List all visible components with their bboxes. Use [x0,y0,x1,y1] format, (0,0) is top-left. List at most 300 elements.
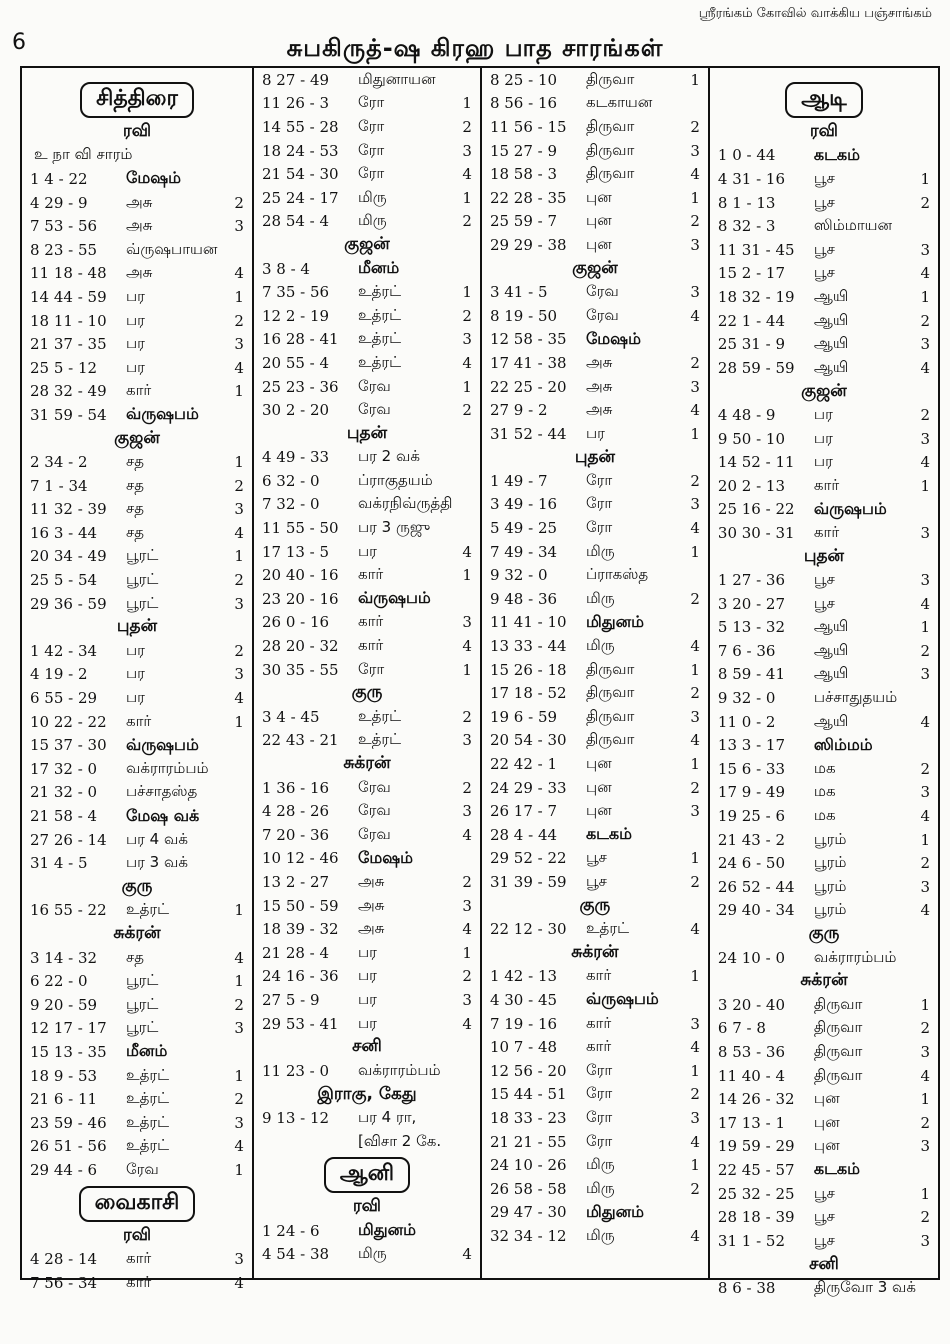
table-row [718,993,930,1017]
table-row [718,214,930,238]
row-pada: 1 [920,1090,930,1109]
row-pada: 3 [920,1042,930,1061]
row-pada: 4 [462,1245,472,1264]
row-name: உத்ரட் [357,305,402,324]
row-name: திருவா [585,69,635,88]
row-pada: 2 [690,353,700,372]
row-pada: 2 [690,212,700,231]
row-time: 10 12 - 46 [261,849,339,868]
row-time: 8 6 - 38 [717,1278,776,1297]
row-time: 30 35 - 55 [261,660,339,679]
row-time: 21 6 - 11 [30,1090,98,1109]
table-row [490,186,700,210]
row-time: 12 17 - 17 [30,1019,107,1038]
row-name: மிரு [585,1155,615,1174]
row-name: உத்ரட் [357,730,402,749]
row-pada: 3 [462,330,472,349]
table-row [718,144,930,168]
row-time: 32 34 - 12 [489,1226,567,1245]
row-time: 7 20 - 36 [261,825,330,844]
table-row [262,304,472,328]
row-name: வ்ருஷபம் [357,588,431,608]
row-time: 23 59 - 46 [30,1113,107,1132]
row-pada: 4 [234,523,244,542]
row-pada: 1 [690,70,700,89]
table-row [30,545,244,569]
table-row [30,380,244,404]
table-row [718,899,930,923]
row-name: மிரு [585,636,615,655]
row-pada: 4 [234,948,244,967]
planet-heading: ரவி [809,121,838,141]
row-name: ஆயி [813,617,849,636]
row-name: புன [585,187,612,206]
row-name: ஆயி [813,640,849,659]
table-row [262,351,472,375]
row-name: ஆயி [813,711,849,730]
row-pada: 2 [690,589,700,608]
row-time: 26 0 - 16 [261,613,330,632]
row-pada: 3 [690,141,700,160]
row-name: திருவோ 3 வக் [813,1277,916,1296]
row-name: வ்ருஷபம் [126,734,199,754]
row-time: 11 41 - 10 [489,613,567,632]
row-name: ரோ [585,1107,613,1126]
table-row [30,285,244,309]
row-time: 4 31 - 16 [717,169,785,188]
row-name: பூச [813,593,835,612]
row-name: திருவா [585,140,635,159]
table-row [30,498,244,522]
row-name: ரேவ [585,282,619,301]
row-name: மிரு [357,211,387,230]
table-row [30,191,244,215]
table-row [30,1111,244,1135]
row-time: 16 28 - 41 [261,330,339,349]
row-name: ரேவ [585,305,619,324]
row-name: மேஷம் [126,168,182,188]
row-pada: 2 [234,476,244,495]
row-pada: 1 [234,712,244,731]
row-time: 14 55 - 28 [261,117,339,136]
table-row [490,1153,700,1177]
row-time: 24 29 - 33 [489,778,567,797]
table-row [262,965,472,989]
row-name: ரேவ [126,1159,159,1178]
row-name: அசு [126,216,153,235]
row-name: கார் [357,636,384,655]
row-time: 7 53 - 56 [30,217,98,236]
row-time: 24 10 - 0 [717,948,785,967]
table-row [262,516,472,540]
row-time: 9 13 - 12 [261,1108,330,1127]
row-time: 8 53 - 36 [717,1042,785,1061]
table-row [718,521,930,545]
table-row [262,587,472,611]
table-row [30,474,244,498]
table-row [718,946,930,970]
row-pada: 1 [234,1160,244,1179]
table-row [490,823,700,847]
row-time: 15 26 - 18 [489,660,567,679]
row-time: 19 59 - 29 [717,1137,795,1156]
planet-heading: புதன் [574,446,616,467]
row-name: திருவா [585,659,635,678]
row-name: சத [126,522,145,541]
row-name: பர 3 ருஜு [357,518,431,537]
row-name: கார் [585,1013,612,1032]
row-time: 12 56 - 20 [489,1061,567,1080]
row-pada: 4 [690,731,700,750]
row-name: கார் [585,1037,612,1056]
planet-heading: ரவி [122,1224,152,1245]
row-name: அசு [585,376,613,395]
table-row [262,280,472,304]
row-time: 18 9 - 53 [30,1066,98,1085]
row-time: 26 51 - 56 [30,1137,107,1156]
row-time: 18 33 - 23 [489,1108,567,1127]
row-time: 15 6 - 33 [717,759,785,778]
row-time: 21 43 - 2 [717,830,785,849]
table-row [262,1106,472,1130]
row-time: 4 19 - 2 [30,665,88,684]
row-pada: 3 [234,1113,244,1132]
row-name: அசு [357,895,385,914]
row-time: 11 55 - 50 [261,519,339,538]
table-row [718,332,930,356]
row-time: 7 56 - 34 [30,1273,98,1292]
table-row [262,68,472,92]
row-time: 20 2 - 13 [717,476,785,495]
row-pada: 3 [690,283,700,302]
row-name: மிதுனம் [357,1220,416,1240]
row-name: வக்ராரம்பம் [126,758,209,777]
table-row [30,686,244,710]
table-row [262,1130,472,1154]
table-frame [20,66,940,1297]
table-row [718,804,930,828]
row-time: 28 20 - 32 [261,637,339,656]
row-name: ரோ [585,518,613,537]
row-name: வக்ரநிவ்ருத்தி [357,494,453,513]
row-time: 29 52 - 22 [489,849,567,868]
row-time: 28 18 - 39 [717,1208,795,1227]
row-time: 9 32 - 0 [717,689,776,708]
row-name: ரோ [585,494,613,513]
row-name: உத்ரட் [126,1089,170,1108]
row-time: 1 42 - 34 [30,641,98,660]
row-name: பூரட் [126,570,159,589]
row-time: 18 11 - 10 [30,311,107,330]
row-time: 19 25 - 6 [717,807,785,826]
row-name: ரோ [585,1131,613,1150]
row-pada: 3 [462,613,472,632]
row-time: 31 39 - 59 [489,872,567,891]
row-time: 5 13 - 32 [717,618,785,637]
row-time: 22 45 - 57 [717,1160,795,1179]
row-pada: 4 [920,807,930,826]
row-pada: 1 [462,660,472,679]
table-row [262,1012,472,1036]
row-name: பூச [813,239,835,258]
table-row [30,214,244,238]
row-name: சத [126,947,145,966]
row-time: 15 50 - 59 [261,896,339,915]
row-name: பூரம் [813,876,847,895]
month-box [30,68,244,120]
row-name: பர [357,942,377,961]
row-time: 15 2 - 17 [717,264,785,283]
row-pada: 3 [234,1250,244,1269]
row-name: ரேவ [357,801,391,820]
row-time: 27 26 - 14 [30,830,107,849]
row-name: திருவா [813,1018,863,1037]
table-row [490,233,700,257]
row-name: அசு [585,352,613,371]
row-time: 9 20 - 59 [30,995,98,1014]
table-row [490,1224,700,1248]
month-title: ஆடி [785,82,862,118]
planet-heading: சனி [809,1253,839,1274]
row-time: 8 59 - 41 [717,665,785,684]
row-time: 11 18 - 48 [30,264,107,283]
row-name: பர [357,966,377,985]
column-4 [708,68,938,1297]
row-time: 18 24 - 53 [261,141,339,160]
table-row [30,710,244,734]
row-pada: 2 [234,995,244,1014]
row-name: அசு [126,192,153,211]
table-row [718,639,930,663]
table-row [490,988,700,1012]
row-time: 15 13 - 35 [30,1042,107,1061]
row-time: 3 41 - 5 [489,283,548,302]
row-name: மேஷம் [357,847,413,867]
table-row [30,1017,244,1041]
row-pada: 4 [462,165,472,184]
table-row [490,92,700,116]
table-row [490,1177,700,1201]
table-row [262,540,472,564]
table-row [490,375,700,399]
row-name: ரோ [357,93,385,112]
row-pada: 1 [234,287,244,306]
row-name: புன [813,1089,840,1108]
row-name: பூரட் [126,546,159,565]
table-row [718,1064,930,1088]
row-pada: 2 [690,872,700,891]
table-row [490,351,700,375]
row-pada: 1 [234,453,244,472]
row-time: 7 35 - 56 [261,283,330,302]
month-box [30,1182,244,1224]
table-row [490,1012,700,1036]
row-pada: 3 [920,1137,930,1156]
table-row [262,115,472,139]
row-name: ஆயி [813,286,849,305]
row-name: கார் [126,711,152,730]
planet-heading: குரு [579,894,611,915]
row-pada: 2 [920,1019,930,1038]
planet-heading: சனி [352,1036,382,1057]
row-time: 21 28 - 4 [261,943,330,962]
row-time: 28 32 - 49 [30,382,107,401]
row-time: 22 25 - 20 [489,377,567,396]
planet-heading: சுக்ரன் [800,970,848,991]
table-row [262,1059,472,1083]
table-row [718,1158,930,1182]
row-pada: 2 [920,405,930,424]
row-name: புன [813,1112,840,1131]
table-row [490,776,700,800]
row-pada: 4 [920,358,930,377]
table-row [490,729,700,753]
table-row [30,568,244,592]
row-pada: 3 [920,783,930,802]
row-pada: 3 [690,802,700,821]
table-row [718,474,930,498]
planet-heading: புதன் [116,616,158,637]
row-pada: 1 [690,1156,700,1175]
row-time: 29 44 - 6 [30,1160,98,1179]
table-row [262,162,472,186]
row-name: வ்ருஷபாயன [126,239,218,258]
row-name: உத்ரட் [126,900,170,919]
table-row [718,1182,930,1206]
row-time: 6 22 - 0 [30,972,88,991]
row-pada: 1 [920,476,930,495]
row-name: பூச [585,871,607,890]
table-row [262,870,472,894]
row-name: பூரட் [126,994,159,1013]
table-row [30,167,244,191]
row-pada: 4 [920,264,930,283]
table-row [490,1035,700,1059]
row-name: கார் [813,475,840,494]
row-time: 11 56 - 15 [489,117,567,136]
row-name: பர 4 ரா, [357,1107,417,1126]
row-time: 17 18 - 52 [489,684,567,703]
row-name: பர [126,640,145,659]
row-time: 11 32 - 39 [30,500,107,519]
row-name: திருவா [585,706,635,725]
planet-heading: புதன் [803,545,845,566]
row-pada: 2 [920,1208,930,1227]
row-time: 28 54 - 4 [261,212,330,231]
row-name: பச்சாதுதயம் [813,688,898,707]
row-time: 3 20 - 27 [717,594,785,613]
row-name: பர [126,334,145,353]
row-time: 17 13 - 1 [717,1113,785,1132]
row-name: கார் [357,612,384,631]
row-pada: 1 [920,995,930,1014]
row-time: 25 24 - 17 [261,188,339,207]
planet-heading: புதன் [346,422,388,443]
row-name: ஆயி [813,357,849,376]
row-name: மிரு [585,1178,615,1197]
table-row [30,781,244,805]
planet-heading: இராகு, கேது [317,1083,417,1104]
row-pada: 2 [234,641,244,660]
row-name: ஆயி [813,664,849,683]
table-row [718,1111,930,1135]
row-time: 1 0 - 44 [717,146,776,165]
table-row [262,328,472,352]
row-time: 10 22 - 22 [30,712,107,731]
row-time: 27 9 - 2 [489,401,548,420]
row-pada: 2 [920,759,930,778]
row-time: 11 31 - 45 [717,240,795,259]
table-row [718,285,930,309]
row-pada: 1 [234,382,244,401]
row-name: ரோ [357,164,385,183]
row-time: 16 55 - 22 [30,901,107,920]
row-time: 9 32 - 0 [489,566,548,585]
table-row [718,757,930,781]
row-time: 13 3 - 17 [717,736,785,755]
row-time: 31 4 - 5 [30,854,88,873]
row-name: ரோ [357,659,385,678]
table-row [262,705,472,729]
row-time: 3 4 - 45 [261,707,320,726]
row-pada: 2 [690,778,700,797]
planet-heading: குஜன் [344,234,390,255]
row-pada: 4 [690,1038,700,1057]
table-row [718,262,930,286]
row-pada: 1 [462,94,472,113]
table-row [30,639,244,663]
table-row [30,238,244,262]
table-row [262,493,472,517]
row-time: 22 43 - 21 [261,731,339,750]
row-time: 25 16 - 22 [717,500,795,519]
table-row [718,1205,930,1229]
row-name: மிரு [357,187,387,206]
table-row [718,498,930,522]
planet-heading: குரு [351,682,383,703]
row-pada: 1 [462,377,472,396]
row-name: மிரு [585,588,615,607]
row-pada: 2 [690,471,700,490]
row-pada: 2 [690,1179,700,1198]
row-time: 3 20 - 40 [717,995,785,1014]
row-name: பூச [585,848,607,867]
table-row [490,658,700,682]
row-time: 20 40 - 16 [261,566,339,585]
row-time: 25 59 - 7 [489,212,558,231]
row-name: மீனம் [126,1041,168,1061]
row-time: 11 26 - 3 [261,94,330,113]
table-row [490,115,700,139]
row-pada: 1 [462,943,472,962]
table-row [30,309,244,333]
row-name: வ்ருஷபம் [813,498,887,518]
table-row [718,686,930,710]
row-pada: 1 [234,1066,244,1085]
table-row [262,257,472,281]
row-name: உத்ரட் [126,1112,170,1131]
row-pada: 2 [920,1113,930,1132]
row-name: பூரட் [126,971,159,990]
row-name: அசு [585,400,613,419]
table-row [262,634,472,658]
table-row [490,870,700,894]
page-number: 6 [12,30,26,55]
table-row [30,757,244,781]
row-pada: 1 [234,901,244,920]
row-pada: 1 [690,755,700,774]
table-row [490,563,700,587]
